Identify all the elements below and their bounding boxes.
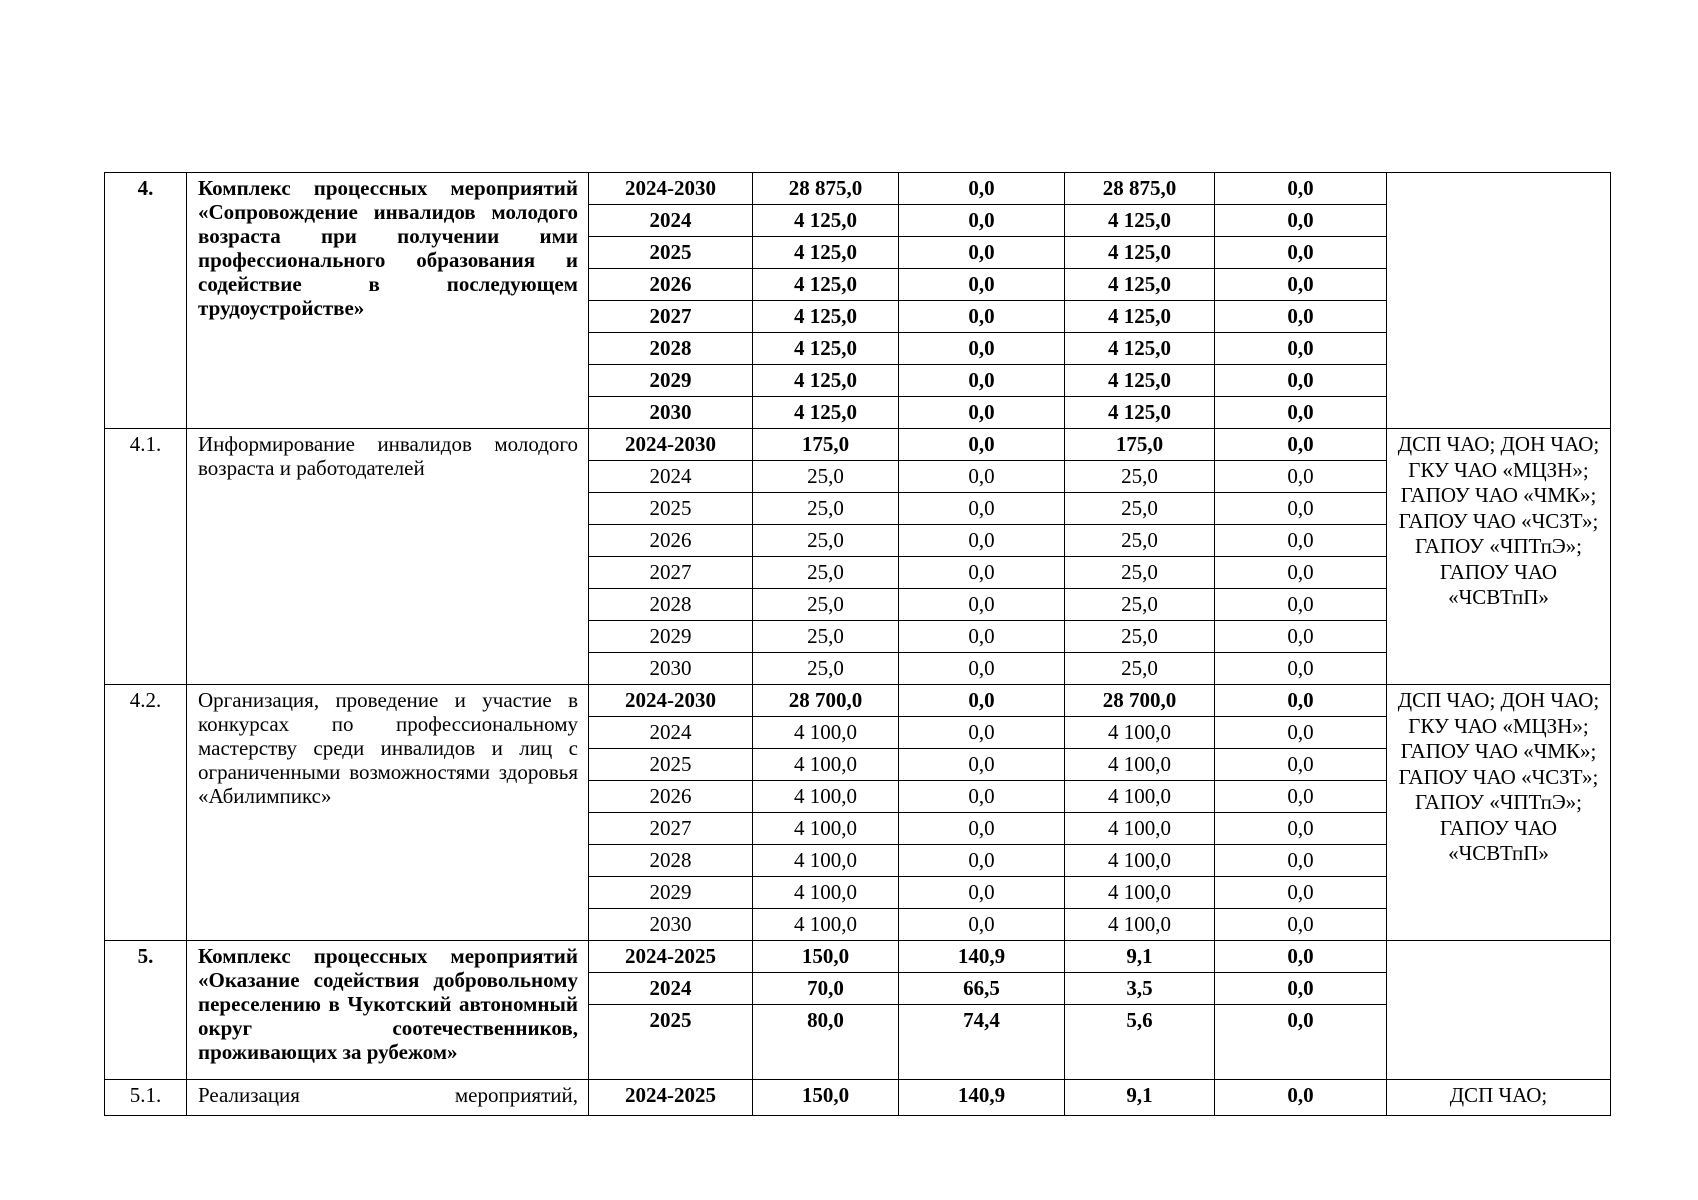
federal-budget-cell: 0,0 xyxy=(899,269,1065,301)
regional-budget-cell: 9,1 xyxy=(1065,1080,1215,1116)
regional-budget-cell: 9,1 xyxy=(1065,941,1215,973)
year-cell: 2028 xyxy=(589,845,753,877)
year-cell: 2026 xyxy=(589,781,753,813)
other-sources-cell: 0,0 xyxy=(1215,941,1387,973)
total-cell: 4 100,0 xyxy=(753,781,899,813)
year-cell: 2027 xyxy=(589,813,753,845)
total-cell: 4 125,0 xyxy=(753,397,899,429)
federal-budget-cell: 0,0 xyxy=(899,813,1065,845)
row-number: 5.1. xyxy=(105,1080,187,1116)
federal-budget-cell: 0,0 xyxy=(899,621,1065,653)
year-cell: 2030 xyxy=(589,397,753,429)
other-sources-cell: 0,0 xyxy=(1215,397,1387,429)
regional-budget-cell: 175,0 xyxy=(1065,429,1215,461)
other-sources-cell: 0,0 xyxy=(1215,429,1387,461)
federal-budget-cell: 0,0 xyxy=(899,461,1065,493)
federal-budget-cell: 0,0 xyxy=(899,237,1065,269)
table-row xyxy=(105,429,1611,461)
regional-budget-cell: 25,0 xyxy=(1065,589,1215,621)
regional-budget-cell: 28 875,0 xyxy=(1065,173,1215,205)
regional-budget-cell: 4 100,0 xyxy=(1065,781,1215,813)
year-cell: 2025 xyxy=(589,237,753,269)
executor-cell xyxy=(1387,173,1611,429)
total-cell: 175,0 xyxy=(753,429,899,461)
other-sources-cell: 0,0 xyxy=(1215,877,1387,909)
federal-budget-cell: 0,0 xyxy=(899,877,1065,909)
total-cell: 4 100,0 xyxy=(753,813,899,845)
other-sources-cell: 0,0 xyxy=(1215,845,1387,877)
year-cell: 2026 xyxy=(589,269,753,301)
federal-budget-cell: 0,0 xyxy=(899,173,1065,205)
federal-budget-cell: 140,9 xyxy=(899,1080,1065,1116)
regional-budget-cell: 5,6 xyxy=(1065,1005,1215,1080)
year-cell: 2026 xyxy=(589,525,753,557)
total-cell: 4 100,0 xyxy=(753,845,899,877)
table-row xyxy=(105,941,1611,973)
program-funding-table xyxy=(104,172,1611,1116)
row-number: 4.2. xyxy=(105,685,187,941)
other-sources-cell: 0,0 xyxy=(1215,301,1387,333)
total-cell: 28 700,0 xyxy=(753,685,899,717)
activity-title: Организация, проведение и участие в конкурсах по профессиональному мастерству среди инвалидов и лиц с ограниченными возможностями здоровья «Абилимпикс» xyxy=(187,685,589,941)
year-cell: 2029 xyxy=(589,877,753,909)
regional-budget-cell: 4 125,0 xyxy=(1065,333,1215,365)
regional-budget-cell: 25,0 xyxy=(1065,557,1215,589)
year-cell: 2027 xyxy=(589,301,753,333)
federal-budget-cell: 140,9 xyxy=(899,941,1065,973)
regional-budget-cell: 4 100,0 xyxy=(1065,717,1215,749)
federal-budget-cell: 0,0 xyxy=(899,301,1065,333)
total-cell: 25,0 xyxy=(753,525,899,557)
federal-budget-cell: 0,0 xyxy=(899,781,1065,813)
federal-budget-cell: 0,0 xyxy=(899,749,1065,781)
year-cell: 2030 xyxy=(589,653,753,685)
other-sources-cell: 0,0 xyxy=(1215,461,1387,493)
federal-budget-cell: 0,0 xyxy=(899,589,1065,621)
total-cell: 4 100,0 xyxy=(753,749,899,781)
total-cell: 4 125,0 xyxy=(753,205,899,237)
year-cell: 2024 xyxy=(589,973,753,1005)
executor-cell: ДСП ЧАО; ДОН ЧАО; ГКУ ЧАО «МЦЗН»; ГАПОУ ЧАО «ЧМК»; ГАПОУ ЧАО «ЧСЗТ»; ГАПОУ «ЧПТпЭ»; ГАПОУ ЧАО «ЧСВТпП» xyxy=(1387,685,1611,941)
total-cell: 4 125,0 xyxy=(753,301,899,333)
total-cell: 4 125,0 xyxy=(753,333,899,365)
year-cell: 2028 xyxy=(589,333,753,365)
regional-budget-cell: 3,5 xyxy=(1065,973,1215,1005)
activity-title: Комплекс процессных мероприятий «Сопровождение инвалидов молодого возраста при получении ими профессионального образования и содействие в последующем трудоустройстве» xyxy=(187,173,589,429)
other-sources-cell: 0,0 xyxy=(1215,621,1387,653)
regional-budget-cell: 4 100,0 xyxy=(1065,845,1215,877)
other-sources-cell: 0,0 xyxy=(1215,685,1387,717)
total-cell: 4 125,0 xyxy=(753,269,899,301)
federal-budget-cell: 0,0 xyxy=(899,525,1065,557)
executor-cell: ДСП ЧАО; ДОН ЧАО; ГКУ ЧАО «МЦЗН»; ГАПОУ ЧАО «ЧМК»; ГАПОУ ЧАО «ЧСЗТ»; ГАПОУ «ЧПТпЭ»; ГАПОУ ЧАО «ЧСВТпП» xyxy=(1387,429,1611,685)
other-sources-cell: 0,0 xyxy=(1215,973,1387,1005)
regional-budget-cell: 4 125,0 xyxy=(1065,365,1215,397)
activity-title: Комплекс процессных мероприятий «Оказание содействия добровольному переселению в Чукотский автономный округ соотечественников, проживающих за рубежом» xyxy=(187,941,589,1080)
year-cell: 2027 xyxy=(589,557,753,589)
other-sources-cell: 0,0 xyxy=(1215,781,1387,813)
other-sources-cell: 0,0 xyxy=(1215,1080,1387,1116)
total-cell: 4 100,0 xyxy=(753,877,899,909)
regional-budget-cell: 25,0 xyxy=(1065,653,1215,685)
total-cell: 28 875,0 xyxy=(753,173,899,205)
activity-title: Информирование инвалидов молодого возраста и работодателей xyxy=(187,429,589,685)
federal-budget-cell: 0,0 xyxy=(899,717,1065,749)
regional-budget-cell: 4 100,0 xyxy=(1065,813,1215,845)
year-cell: 2024-2030 xyxy=(589,429,753,461)
other-sources-cell: 0,0 xyxy=(1215,205,1387,237)
federal-budget-cell: 0,0 xyxy=(899,429,1065,461)
other-sources-cell: 0,0 xyxy=(1215,557,1387,589)
total-cell: 4 100,0 xyxy=(753,717,899,749)
federal-budget-cell: 0,0 xyxy=(899,909,1065,941)
federal-budget-cell: 0,0 xyxy=(899,653,1065,685)
executor-cell: ДСП ЧАО; xyxy=(1387,1080,1611,1116)
federal-budget-cell: 0,0 xyxy=(899,365,1065,397)
other-sources-cell: 0,0 xyxy=(1215,237,1387,269)
activity-title: Реализация мероприятий, xyxy=(187,1080,589,1116)
regional-budget-cell: 28 700,0 xyxy=(1065,685,1215,717)
other-sources-cell: 0,0 xyxy=(1215,173,1387,205)
federal-budget-cell: 0,0 xyxy=(899,493,1065,525)
year-cell: 2024 xyxy=(589,205,753,237)
federal-budget-cell: 0,0 xyxy=(899,685,1065,717)
regional-budget-cell: 4 125,0 xyxy=(1065,301,1215,333)
regional-budget-cell: 4 100,0 xyxy=(1065,749,1215,781)
regional-budget-cell: 4 125,0 xyxy=(1065,269,1215,301)
federal-budget-cell: 0,0 xyxy=(899,845,1065,877)
other-sources-cell: 0,0 xyxy=(1215,333,1387,365)
total-cell: 25,0 xyxy=(753,653,899,685)
other-sources-cell: 0,0 xyxy=(1215,813,1387,845)
total-cell: 150,0 xyxy=(753,941,899,973)
year-cell: 2024 xyxy=(589,461,753,493)
other-sources-cell: 0,0 xyxy=(1215,365,1387,397)
year-cell: 2029 xyxy=(589,365,753,397)
year-cell: 2029 xyxy=(589,621,753,653)
year-cell: 2025 xyxy=(589,1005,753,1080)
other-sources-cell: 0,0 xyxy=(1215,717,1387,749)
other-sources-cell: 0,0 xyxy=(1215,525,1387,557)
other-sources-cell: 0,0 xyxy=(1215,493,1387,525)
row-number: 4.1. xyxy=(105,429,187,685)
total-cell: 25,0 xyxy=(753,589,899,621)
total-cell: 4 125,0 xyxy=(753,365,899,397)
total-cell: 25,0 xyxy=(753,557,899,589)
total-cell: 25,0 xyxy=(753,493,899,525)
total-cell: 4 125,0 xyxy=(753,237,899,269)
year-cell: 2025 xyxy=(589,493,753,525)
regional-budget-cell: 25,0 xyxy=(1065,461,1215,493)
regional-budget-cell: 4 100,0 xyxy=(1065,909,1215,941)
total-cell: 150,0 xyxy=(753,1080,899,1116)
total-cell: 4 100,0 xyxy=(753,909,899,941)
federal-budget-cell: 0,0 xyxy=(899,205,1065,237)
year-cell: 2024-2025 xyxy=(589,941,753,973)
table-row xyxy=(105,173,1611,205)
other-sources-cell: 0,0 xyxy=(1215,269,1387,301)
other-sources-cell: 0,0 xyxy=(1215,909,1387,941)
other-sources-cell: 0,0 xyxy=(1215,653,1387,685)
row-number: 4. xyxy=(105,173,187,429)
other-sources-cell: 0,0 xyxy=(1215,589,1387,621)
regional-budget-cell: 4 125,0 xyxy=(1065,205,1215,237)
row-number: 5. xyxy=(105,941,187,1080)
executor-cell xyxy=(1387,941,1611,1080)
year-cell: 2025 xyxy=(589,749,753,781)
federal-budget-cell: 0,0 xyxy=(899,557,1065,589)
regional-budget-cell: 25,0 xyxy=(1065,493,1215,525)
year-cell: 2024-2030 xyxy=(589,685,753,717)
year-cell: 2028 xyxy=(589,589,753,621)
total-cell: 80,0 xyxy=(753,1005,899,1080)
year-cell: 2030 xyxy=(589,909,753,941)
year-cell: 2024-2025 xyxy=(589,1080,753,1116)
federal-budget-cell: 66,5 xyxy=(899,973,1065,1005)
federal-budget-cell: 74,4 xyxy=(899,1005,1065,1080)
federal-budget-cell: 0,0 xyxy=(899,397,1065,429)
total-cell: 25,0 xyxy=(753,621,899,653)
total-cell: 25,0 xyxy=(753,461,899,493)
other-sources-cell: 0,0 xyxy=(1215,749,1387,781)
year-cell: 2024-2030 xyxy=(589,173,753,205)
regional-budget-cell: 4 125,0 xyxy=(1065,237,1215,269)
total-cell: 70,0 xyxy=(753,973,899,1005)
year-cell: 2024 xyxy=(589,717,753,749)
federal-budget-cell: 0,0 xyxy=(899,333,1065,365)
regional-budget-cell: 4 100,0 xyxy=(1065,877,1215,909)
table-row xyxy=(105,685,1611,717)
other-sources-cell: 0,0 xyxy=(1215,1005,1387,1080)
regional-budget-cell: 4 125,0 xyxy=(1065,397,1215,429)
regional-budget-cell: 25,0 xyxy=(1065,525,1215,557)
regional-budget-cell: 25,0 xyxy=(1065,621,1215,653)
table-row xyxy=(105,1080,1611,1116)
